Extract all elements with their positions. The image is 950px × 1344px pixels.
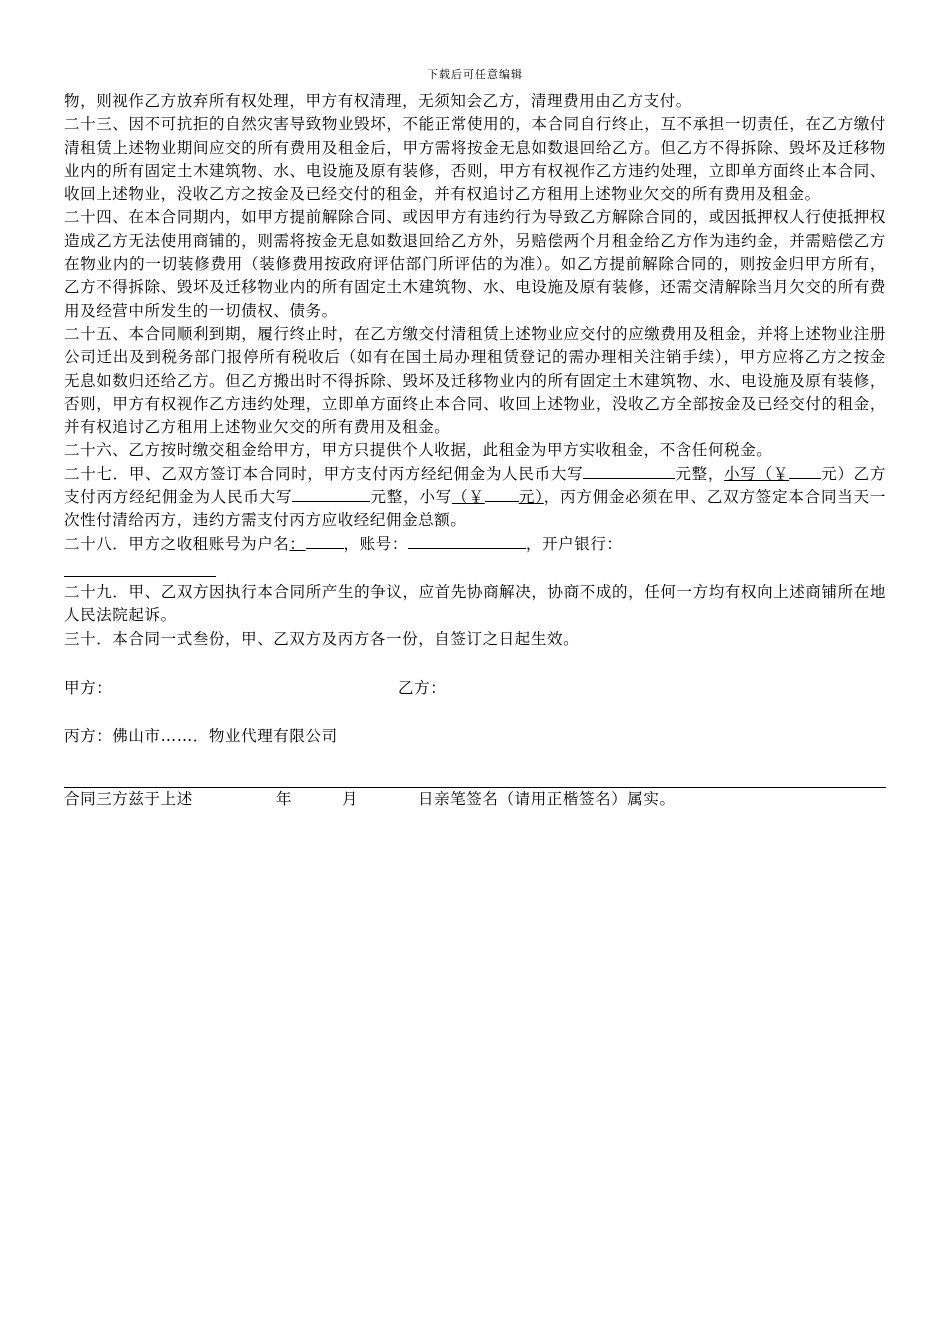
account-number-blank[interactable]	[408, 548, 526, 549]
clause-25: 二十五、本合同顺利到期，履行终止时，在乙方缴交付清租赁上述物业应交付的应缴费用及租金，并将上述物业注册公司迁出及到税务部门报停所有税收后（如有在国土局办理租赁登记的需办理相关注销手续），甲方应将乙方之按金无息如数归还给乙方。但乙方搬出时不得拆除、毁坏及迁移物业内的所有固定土木建筑物、水、电设施及原有装修，否则，甲方有权视作乙方违约处理，立即单方面终止本合同、收回上述物业，没收乙方全部按金及已经交付的租金，并有权追讨乙方租用上述物业欠交的所有费用及租金。	[64, 324, 886, 437]
date-line-suffix: 日亲笔签名（请用正楷签名）属实。	[418, 789, 676, 808]
commission-b-figure-blank[interactable]	[485, 501, 519, 502]
clause-27-text-7: （￥	[452, 488, 485, 507]
clause-30: 三十．本合同一式叁份，甲、乙双方及丙方各一份，自签订之日起生效。	[64, 629, 580, 648]
clause-28-text-2: ：	[289, 534, 306, 553]
signing-date-line	[64, 788, 886, 812]
party-b-signature-label: 乙方：	[398, 678, 447, 697]
clause-27-text-2: 元整，	[675, 464, 725, 483]
page-header: 下载后可任意编辑	[427, 68, 523, 81]
clause-28	[64, 533, 886, 577]
clause-24: 二十四、在本合同期内，如甲方提前解除合同、或因甲方有违约行为导致乙方解除合同的，或因抵押权人行使抵押权造成乙方无法使用商铺的，则需将按金无息如数退回给乙方外，另赔偿两个月租金给乙方作为违约金，并需赔偿乙方在物业内的一切装修费用（装修费用按政府评估部门所评估的为准）。如乙方提前解除合同的，则按金归甲方所有，乙方不得拆除、毁坏及迁移物业内的所有固定土木建筑物、水、电设施及原有装修，还需交清解除当月欠交的所有费用及经营中所发生的一切债权、债务。	[64, 208, 886, 320]
commission-a-figure-blank[interactable]	[789, 478, 821, 479]
clause-22-continued: 物，则视作乙方放弃所有权处理，甲方有权清理，无须知会乙方，清理费用由乙方支付。	[64, 92, 692, 110]
clause-26: 二十六、乙方按时缴交租金给甲方，甲方只提供个人收据，此租金为甲方实收租金，不含任何税金。	[64, 441, 773, 460]
clause-28-text-1: 二十八．甲方之收租账号为户名	[64, 534, 290, 553]
clause-27-text-9: ，丙方佣金必须在甲、乙双方签定本合同当天一次性付清给丙方，违约方需支付丙方应收经纪佣金总额。	[64, 488, 887, 530]
commission-b-uppercase-blank[interactable]	[292, 501, 370, 502]
party-a-signature-label: 甲方：	[64, 678, 113, 697]
clause-28-text-4: ，开户银行：	[525, 534, 623, 553]
bank-name-blank[interactable]	[64, 556, 216, 577]
clause-27-text-5: 元）乙方支付丙方经纪佣金为人民币大写	[64, 464, 887, 507]
clause-27-text-6: 元整，小写	[370, 488, 453, 507]
clause-29: 二十九．甲、乙双方因执行本合同所产生的争议，应首先协商解决，协商不成的，任何一方均有权向上述商铺所在地人民法院起诉。	[64, 582, 886, 625]
date-year-label: 年	[276, 789, 293, 808]
party-c-signature-label: 丙方：佛山市……．物业代理有限公司	[64, 726, 338, 745]
clause-27	[64, 463, 886, 533]
account-name-blank[interactable]	[306, 548, 344, 549]
clause-28-text-3: ，账号：	[343, 534, 408, 553]
contract-body	[64, 90, 886, 812]
clause-23: 二十三、因不可抗拒的自然灾害导致物业毁坏，不能正常使用的，本合同自行终止，互不承担一切责任，在乙方缴付清租赁上述物业期间应交的所有费用及租金后，甲方需将按金无息如数退回给乙方。但乙方不得拆除、毁坏及迁移物业内的所有固定土木建筑物、水、电设施及原有装修，否则，甲方有权视作乙方违约处理，立即单方面终止本合同、收回上述物业，没收乙方之按金及已经交付的租金，并有权追讨乙方租用上述物业欠交的所有费用及租金。	[64, 115, 886, 204]
commission-a-uppercase-blank[interactable]	[583, 478, 675, 479]
clause-27-text-1: 二十七．甲、乙双方签订本合同时，甲方支付丙方经纪佣金为人民币大写	[64, 464, 584, 483]
date-month-label: 月	[342, 789, 359, 808]
clause-27-text-4: （￥	[756, 464, 790, 483]
clause-27-text-8: 元）	[518, 488, 544, 507]
signature-row-ab	[64, 677, 886, 701]
date-line-prefix: 合同三方兹于上述	[64, 789, 193, 808]
clause-27-text-3: 小写	[724, 464, 757, 483]
